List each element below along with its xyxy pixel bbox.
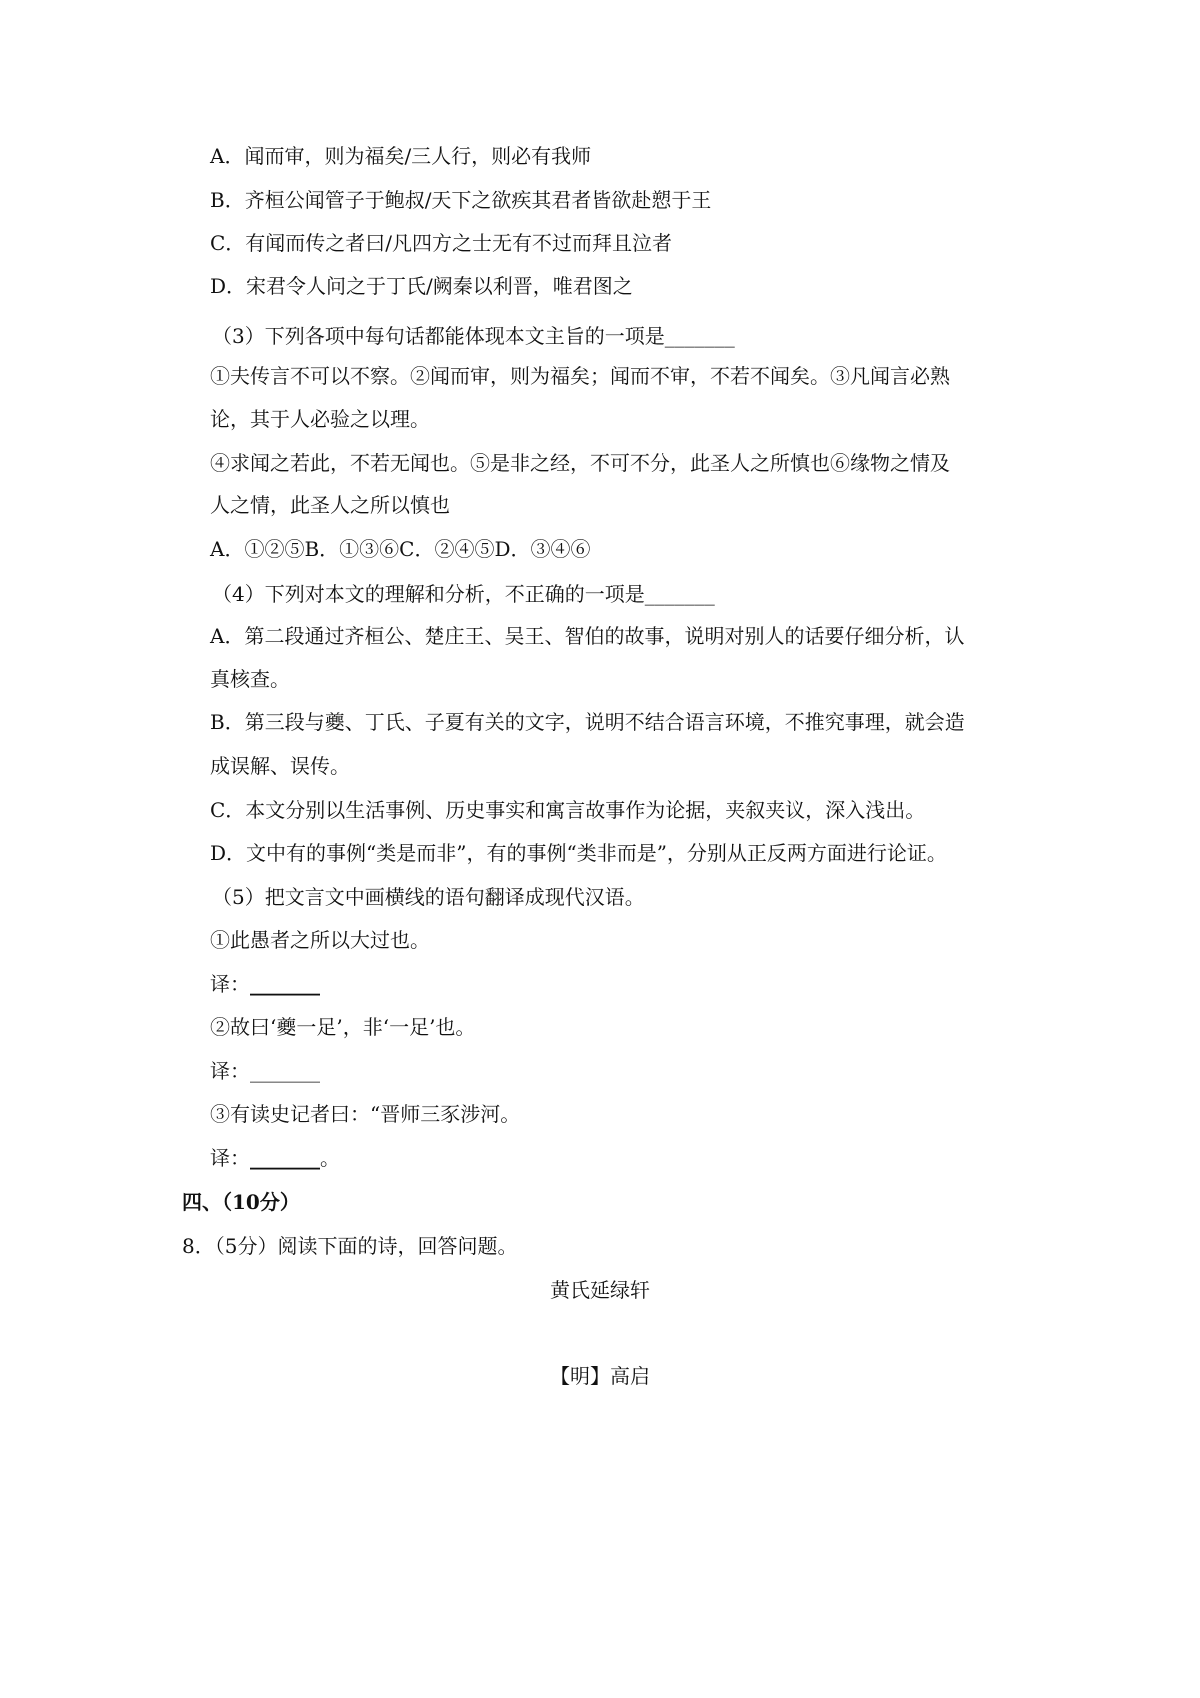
q3-sentence-line-2: 论，其于人必验之以理。 (210, 407, 430, 431)
poem-author: 【明】高启 (550, 1364, 650, 1388)
q3-sentence-line-1: ①夫传言不可以不察。②闻而审，则为福矣；闻而不审，不若不闻矣。③凡闻言必熟 (210, 364, 950, 388)
q4-option-a-line-2: 真核查。 (210, 667, 290, 691)
section-heading: 四、（10分） (182, 1190, 300, 1214)
q5-stem: （5）把文言文中画横线的语句翻译成现代汉语。 (212, 885, 645, 909)
q4-option-b-line-2: 成误解、误传。 (210, 754, 350, 778)
q4-option-c: C．本文分别以生活事例、历史事实和寓言故事作为论据，夹叙夹议，深入浅出。 (210, 798, 926, 822)
q4-option-a-line-1: A．第二段通过齐桓公、楚庄王、吴王、智伯的故事，说明对别人的话要仔细分析，认 (210, 624, 965, 648)
q4-stem: （4）下列对本文的理解和分析，不正确的一项是_______ (212, 582, 715, 606)
q4-option-d: D．文中有的事例“类是而非”，有的事例“类非而是”，分别从正反两方面进行论证。 (210, 841, 947, 865)
q2-option-c: C．有闻而传之者曰/凡四方之士无有不过而拜且泣者 (210, 231, 673, 255)
answer-blank: _______ (250, 1146, 320, 1170)
q5-sentence-2: ②故曰‘夔一足’，非‘一足’也。 (210, 1015, 476, 1039)
q2-option-b: B．齐桓公闻管子于鲍叔/天下之欲疾其君者皆欲赴愬于王 (210, 188, 712, 212)
q5-sentence-3: ③有读史记者曰：“晋师三豕涉河。 (210, 1102, 521, 1126)
q5-sentence-1: ①此愚者之所以大过也。 (210, 928, 430, 952)
q2-option-a: A．闻而审，则为福矣/三人行，则必有我师 (210, 144, 592, 168)
q4-option-b-line-1: B．第三段与夔、丁氏、子夏有关的文字，说明不结合语言环境，不推究事理，就会造 (210, 710, 965, 734)
translation-end-mark: 。 (320, 1146, 340, 1170)
translation-label: 译： (210, 1146, 250, 1170)
answer-blank: _______ (250, 972, 320, 996)
question-8-stem: 8．（5分）阅读下面的诗，回答问题。 (182, 1234, 518, 1258)
q3-sentence-line-3: ④求闻之若此，不若无闻也。⑤是非之经，不可不分，此圣人之所慎也⑥缘物之情及 (210, 451, 950, 475)
poem-title: 黄氏延绿轩 (550, 1278, 650, 1302)
q5-translation-1 (210, 970, 320, 998)
q5-translation-3 (210, 1144, 340, 1172)
q3-sentence-line-4: 人之情，此圣人之所以慎也 (210, 493, 450, 517)
q5-translation-2: 译：_______ (210, 1059, 320, 1083)
translation-label: 译： (210, 972, 250, 996)
q2-option-d: D．宋君令人问之于丁氏/阙秦以利晋，唯君图之 (210, 274, 633, 298)
q3-options: A．①②⑤B．①③⑥C．②④⑤D．③④⑥ (210, 537, 591, 561)
q3-stem: （3）下列各项中每句话都能体现本文主旨的一项是_______ (212, 324, 735, 348)
